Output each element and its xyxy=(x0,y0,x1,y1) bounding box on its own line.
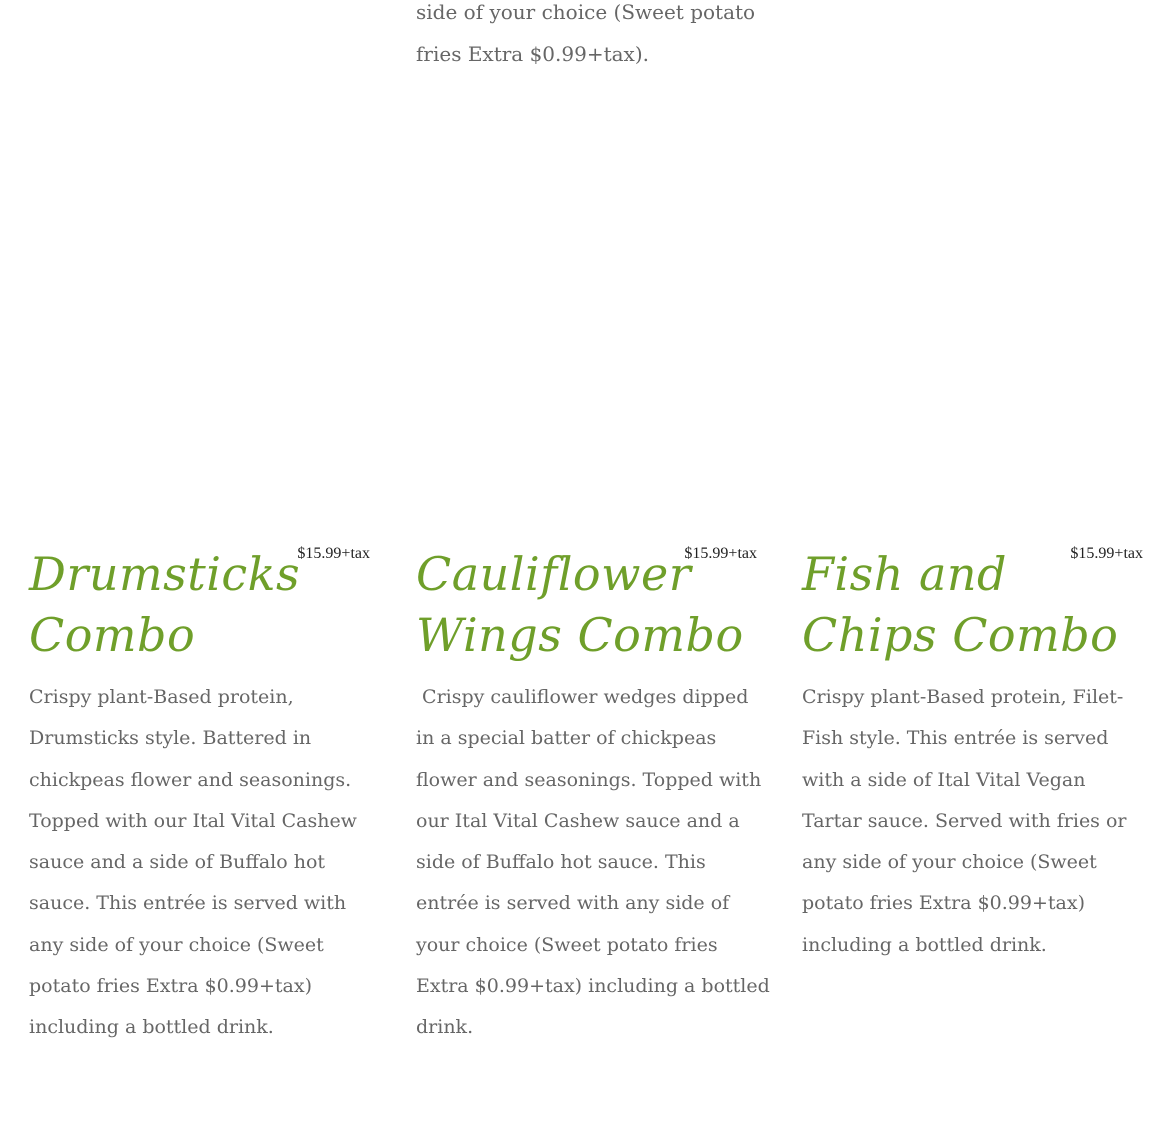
description-line: our Ital Vital Cashew sauce and a xyxy=(416,809,740,832)
title-line: Drumsticks xyxy=(29,547,301,601)
description-line: sauce and a side of Buffalo hot xyxy=(29,851,326,874)
title-line: Fish and xyxy=(802,547,1007,601)
description-line: side of Buffalo hot sauce. This xyxy=(416,851,706,874)
description-line: entrée is served with any side of xyxy=(416,892,730,915)
description-line: potato fries Extra $0.99+tax) xyxy=(29,975,312,998)
menu-item-description xyxy=(29,677,374,1049)
title-line: Wings Combo xyxy=(416,608,744,662)
description-line: Crispy cauliflower wedges dipped xyxy=(416,686,749,708)
description-line: sauce. This entrée is served with xyxy=(29,892,347,915)
description-line: Extra $0.99+tax) including a bottled xyxy=(416,975,770,998)
description-line: in a special batter of chickpeas xyxy=(416,727,717,750)
menu-item-cauliflower-wings-combo xyxy=(416,540,770,1039)
description-line: Fish style. This entrée is served xyxy=(802,727,1109,750)
description-line: Tartar sauce. Served with fries or xyxy=(802,809,1127,832)
previous-item-description xyxy=(416,0,761,75)
menu-item-price: $15.99+tax xyxy=(684,545,757,562)
menu-item-description xyxy=(416,677,770,1049)
description-line: including a bottled drink. xyxy=(29,1016,274,1039)
description-line: with a side of Ital Vital Vegan xyxy=(802,768,1086,791)
description-line: flower and seasonings. Topped with xyxy=(416,768,762,791)
description-line: potato fries Extra $0.99+tax) xyxy=(802,892,1085,915)
description-line: including a bottled drink. xyxy=(802,933,1047,956)
description-line: Drumsticks style. Battered in xyxy=(29,727,312,750)
description-line: chickpeas flower and seasonings. xyxy=(29,768,352,791)
title-line: Combo xyxy=(29,608,196,662)
description-line: any side of your choice (Sweet xyxy=(802,851,1097,874)
description-line: fries Extra $0.99+tax). xyxy=(416,41,649,66)
description-line: Crispy plant-Based protein, Filet- xyxy=(802,686,1124,708)
description-line: drink. xyxy=(416,1016,474,1039)
menu-item-title xyxy=(29,544,300,666)
description-line: Topped with our Ital Vital Cashew xyxy=(29,809,357,832)
menu-item-fish-and-chips-combo xyxy=(802,540,1143,956)
description-line: side of your choice (Sweet potato xyxy=(416,0,756,24)
description-line: any side of your choice (Sweet xyxy=(29,933,324,956)
title-line: Cauliflower xyxy=(416,547,692,601)
title-line: Chips Combo xyxy=(802,608,1119,662)
menu-item-price: $15.99+tax xyxy=(1070,545,1143,562)
menu-item-description xyxy=(802,677,1147,966)
description-line: your choice (Sweet potato fries xyxy=(416,933,718,956)
menu-item-drumsticks-combo xyxy=(29,540,370,1039)
description-line: Crispy plant-Based protein, xyxy=(29,686,294,708)
menu-item-price: $15.99+tax xyxy=(297,545,370,562)
